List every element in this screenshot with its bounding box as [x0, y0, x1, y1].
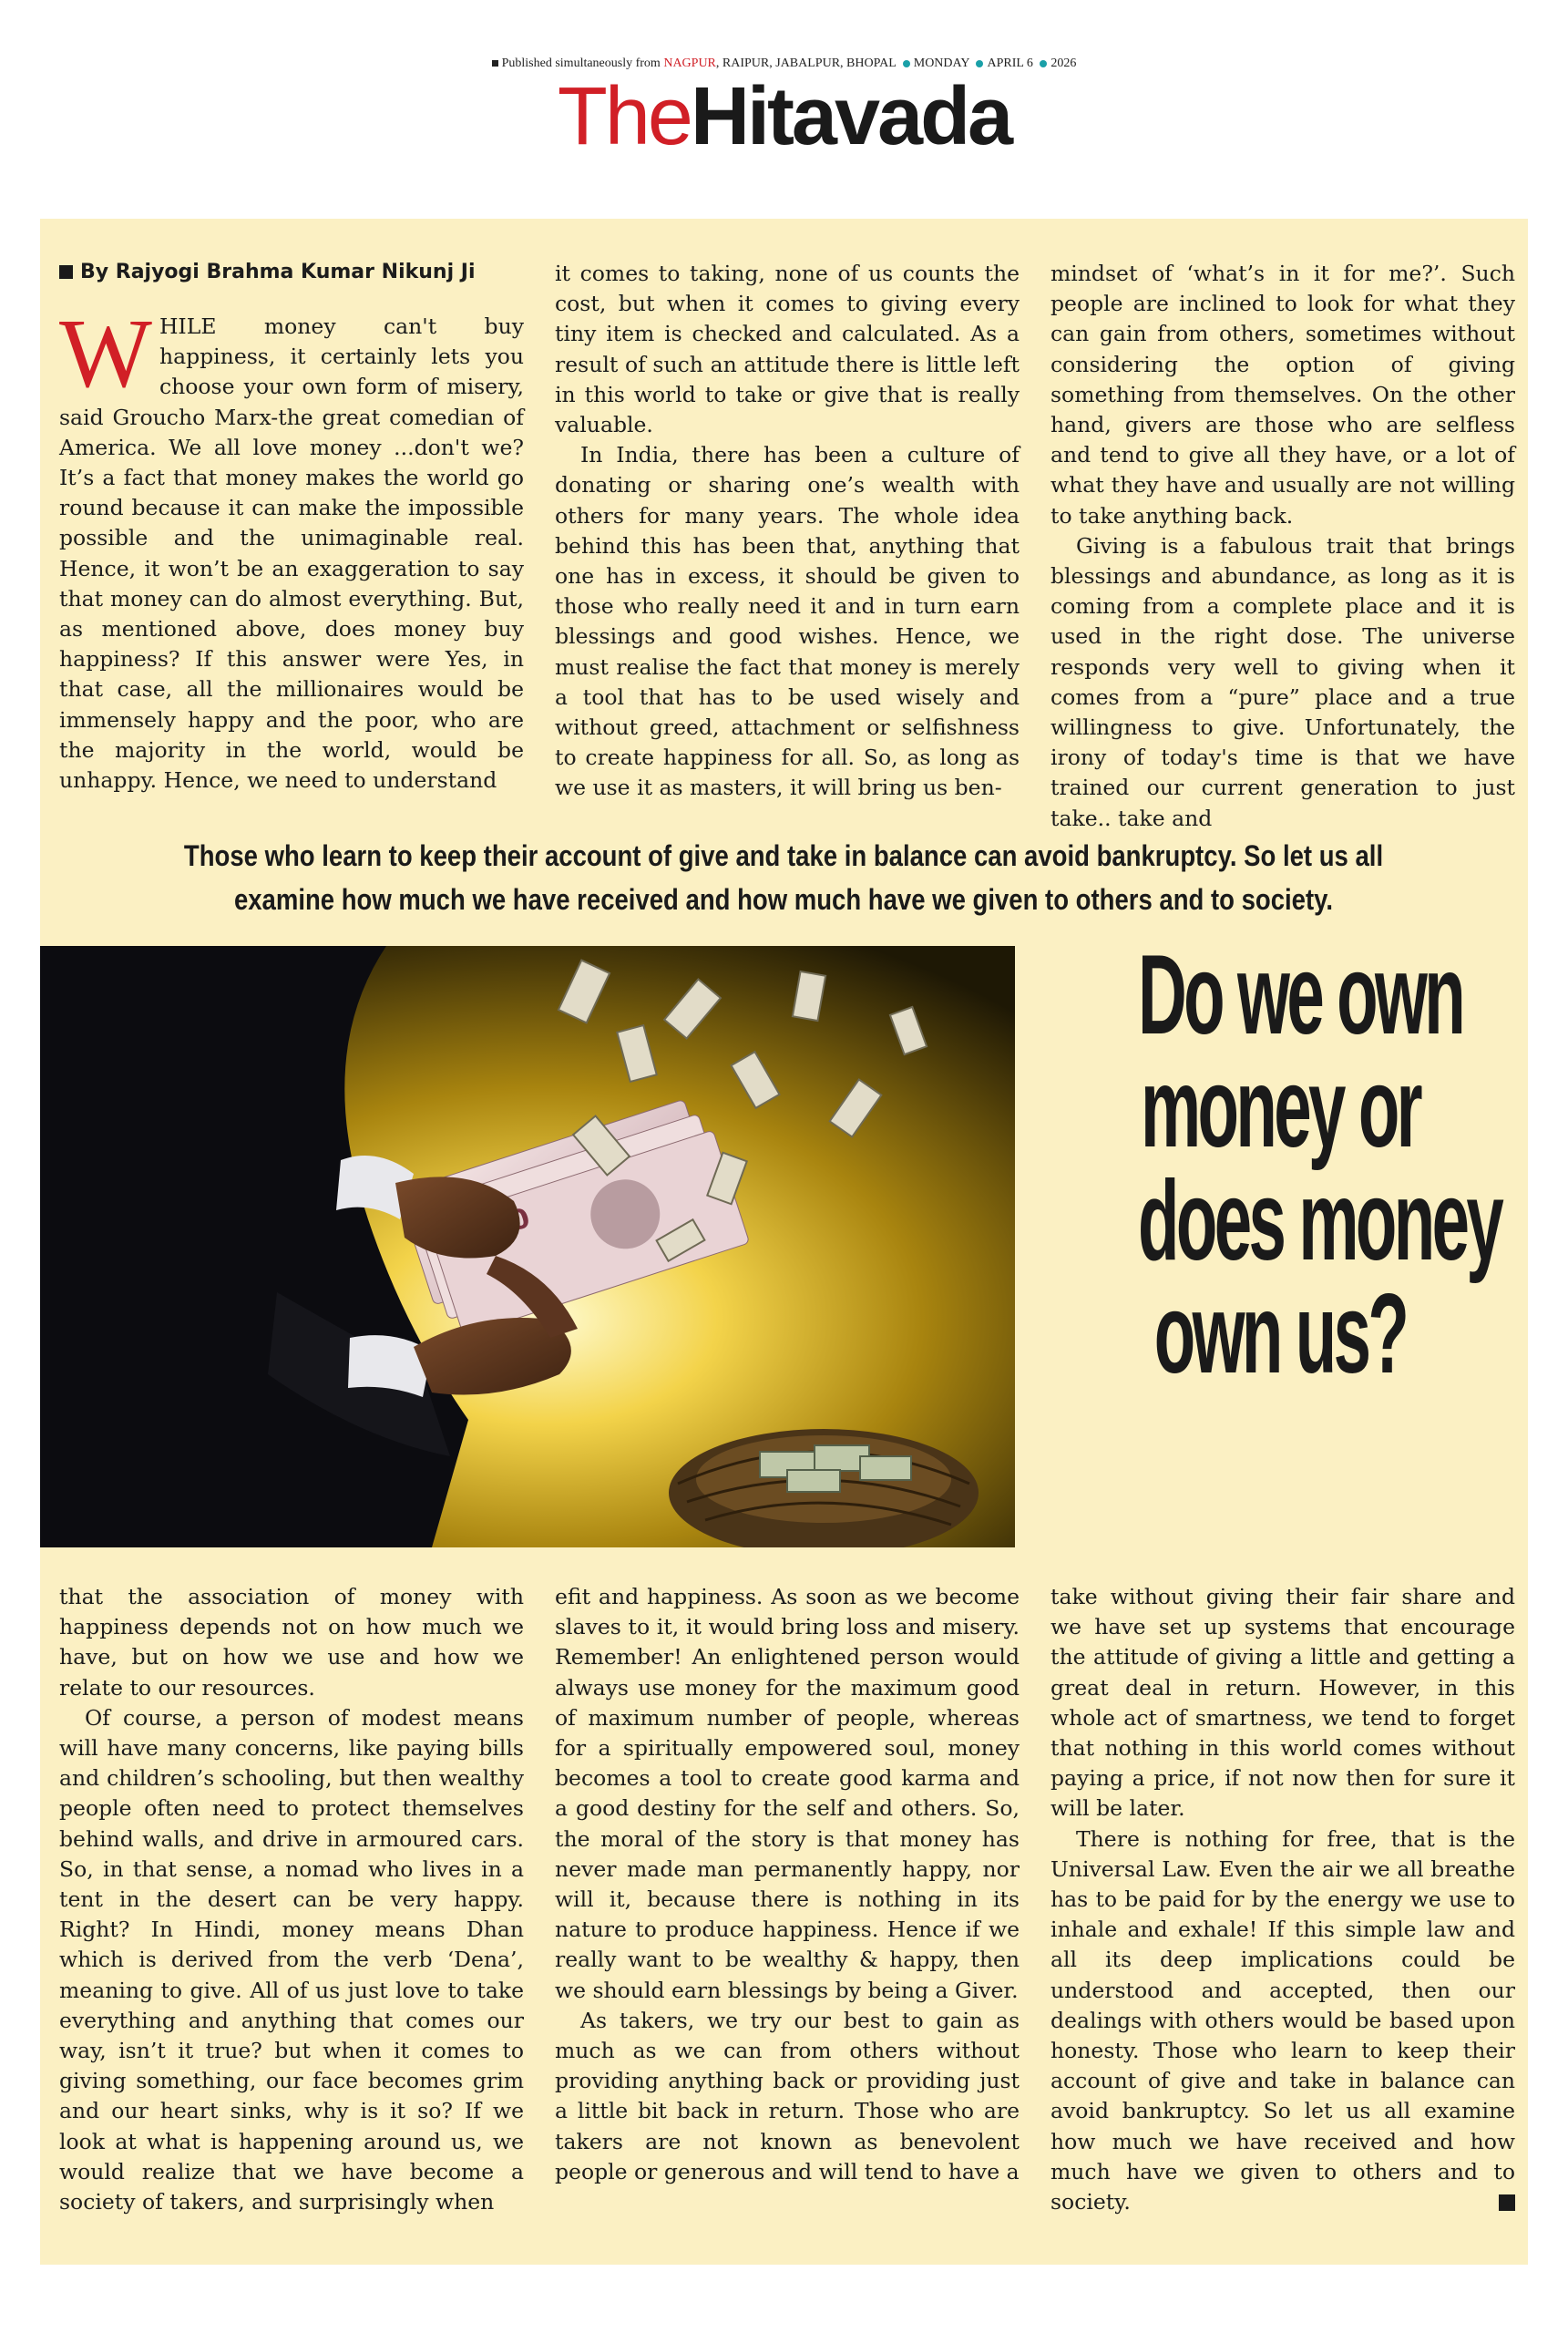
- square-bullet-icon: [492, 60, 498, 67]
- column-2-bottom: [555, 1582, 1020, 2187]
- masthead-the: The: [557, 71, 691, 162]
- headline: [1138, 932, 1501, 1397]
- paragraph: take without giving their fair share and we have set up systems that encourage the attitude of giving a little and getting a great deal in return. However, in this whole act of smartness, we tend to forget that nothing in this world comes without paying a price, if not now then for sure it will be later.: [1050, 1584, 1515, 1822]
- column-3-bottom: [1050, 1582, 1515, 2217]
- dot-separator-icon: [1040, 60, 1047, 67]
- masthead-logo: [0, 71, 1568, 162]
- headline-line: does money: [1138, 1158, 1501, 1284]
- paragraph-text: There is nothing for free, that is the Universal Law. Even the air we all breathe has to be paid for by the energy we use to inhale and exhale! If this simple law and all its deep implications could be understood and accepted, then our dealings with others would be based upon honesty. Those who learn to keep their account of give and take in balance can avoid bankruptcy. So let us all examine how much we have received and how much have we given to others and to society.: [1050, 1825, 1515, 2215]
- paragraph: Giving is a fabulous trait that brings blessings and abundance, as long as it is coming from a complete place and it is used in the right dose. The universe responds very well to giving when it comes from a “pure” place and a true willingness to give. Unfortunately, the irony of today's time is that we have trained our current generation to just take.. take and: [1050, 532, 1515, 831]
- dot-separator-icon: [903, 60, 910, 67]
- dot-separator-icon: [976, 60, 983, 67]
- paragraph: Of course, a person of modest means will have many concerns, like paying bills and children’s schooling, but then wealthy people often need to protect themselves behind walls, and drive in armoured cars. So, in that sense, a nomad who lives in a tent in the desert can be very happy. Right? In Hindi, money means Dhan which is derived from the verb ‘Dena’, meaning to give. All of us just love to take everything and anything that comes our way, isn’t it true? but when it comes to giving something, our face becomes grim and our heart sinks, why is it so? If we look at what is happening around us, we would realize that we have become a society of takers, and surprisingly when: [59, 1704, 524, 2215]
- pub-cities: , RAIPUR, JABALPUR, BHOPAL: [715, 57, 897, 70]
- paragraph: [1050, 1824, 1515, 2218]
- masthead-name: Hitavada: [690, 71, 1011, 162]
- paragraph: efit and happiness. As soon as we become slaves to it, it would bring loss and misery. Remember! An enlightened person would always use money for the maximum good of maximum number of people, whereas for a spiritually empowered soul, money becomes a tool to create good karma and a good destiny for the self and others. So, the moral of the story is that money has never made man permanently happy, nor will it, because there is nothing in its nature to produce happiness. Hence if we really want to be wealthy & happy, then we should earn blessings by being a Giver.: [555, 1584, 1020, 2003]
- column-3-top: [1050, 259, 1515, 834]
- column-2-top: [555, 259, 1020, 804]
- column-1-bottom: [59, 1582, 524, 2217]
- column-1-top: [59, 259, 524, 796]
- paragraph: [59, 300, 524, 796]
- paragraph: it comes to taking, none of us counts the cost, but when it comes to giving every tiny item is checked and calculated. As a result of such an attitude there is little left in this world to take or give that is really valuable.: [555, 261, 1020, 438]
- paragraph: mindset of ‘what’s in it for me?’. Such people are inclined to look for what they can gain from others, sometimes without considering the option of giving something from themselves. On the other hand, givers are those who are selfless and tend to give all they have, or a lot of what they have and usually are not willing to take anything back.: [1050, 261, 1515, 529]
- paragraph: As takers, we try our best to gain as much as we can from others without providing anything back or providing just a little bit back in return. Those who are takers are not known as benevolent people or generous and will tend to have a: [555, 2007, 1020, 2184]
- money-hands-illustration: [40, 946, 1015, 1547]
- pub-city-highlight: NAGPUR: [663, 57, 716, 70]
- pub-year: 2026: [1050, 57, 1077, 70]
- paragraph: In India, there has been a culture of donating or sharing one’s wealth with others for many years. The whole idea behind this has been that, anything that one has in excess, it should be given to those who really need it and in turn earn blessings and good wishes. Hence, we must realise the fact that money is merely a tool that has to be used wisely and without greed, attachment or selfishness to create happiness for all. So, as long as we use it as masters, it will bring us ben-: [555, 442, 1020, 801]
- pull-quote: Those who learn to keep their account of give and take in balance can avoid bankruptcy. So let us all examine how much we have received and how much have we given to others and to society.: [183, 839, 1384, 916]
- publication-line: [0, 57, 1568, 71]
- pub-prefix: Published simultaneously from: [501, 57, 661, 70]
- article-photo: [40, 946, 1015, 1547]
- headline-line: own us?: [1153, 1271, 1407, 1397]
- pub-day: MONDAY: [913, 57, 969, 70]
- byline: [59, 259, 524, 286]
- end-mark-icon: [1499, 2194, 1515, 2211]
- paragraph-text: HILE money can't buy happiness, it certainly lets you choose your own form of misery, said Groucho Marx-the great comedian of America. We all love money ...don't we? It’s a fact that money makes the world go round because it can make the impossible possible and the unimaginable real. Hence, it won’t be an exaggeration to say that money can do almost everything. But, as mentioned above, does money buy happiness? If this answer were Yes, in that case, all the millionaires would be immensely happy and the poor, who are the majority in the world, would be unhappy. Hence, we need to understand: [59, 313, 524, 794]
- drop-cap: W: [59, 300, 152, 408]
- paragraph: that the association of money with happiness depends not on how much we have, but on how we use and how we relate to our resources.: [59, 1584, 524, 1701]
- square-bullet-icon: [59, 265, 73, 279]
- pub-date: APRIL 6: [987, 57, 1033, 70]
- headline-line: Do we own: [1138, 932, 1463, 1058]
- headline-line: money or: [1140, 1045, 1420, 1171]
- byline-text: By Rajyogi Brahma Kumar Nikunj Ji: [80, 261, 476, 283]
